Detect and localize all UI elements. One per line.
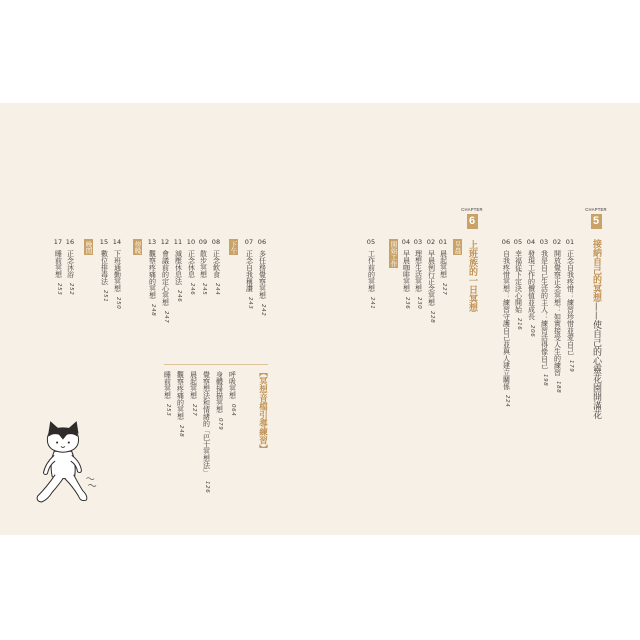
page-number: 245 [200,283,207,296]
entry-title: 多任務覺察冥想 [258,250,267,299]
entry-number: 06 [501,238,511,246]
entry-number: 05 [513,238,523,246]
entry-number: 06 [257,238,267,246]
page-number: 206 [528,325,535,338]
entry-number: 04 [526,238,536,246]
entry-title: 睡前冥想 [163,371,172,399]
page-number: 227 [440,283,447,296]
section-label: 傍晚 [133,240,142,254]
entry-title: 早晨咖啡冥想 [402,250,411,292]
page-number: 248 [149,304,156,317]
page-number: 126 [203,481,210,494]
entry-number: 15 [99,238,109,246]
page-number: 224 [503,395,510,408]
entry-title: 減壓休息法 [174,250,183,285]
toc-entry [512,238,524,330]
entry-title: 晨起冥想 [439,250,448,278]
entry-title: 正念飲食 [212,250,221,278]
entry-title: 觀察疼痛的冥想 [148,250,157,299]
entry-number: 02 [552,238,562,246]
entry-number: 14 [112,238,122,246]
toc-entry [538,238,550,386]
entry-title: 呼吸冥想 [228,371,237,399]
entry-title: 晨起冥想 [189,371,198,399]
chapter-title-rest: 使自己的心靈花園開滿花 [591,320,601,419]
entry-number: 04 [401,238,411,246]
toc-entry [52,238,64,295]
entry-number: 01 [438,238,448,246]
page-number: 252 [67,283,74,296]
toc-entry [564,238,576,372]
entry-number: 07 [244,238,254,246]
chapter-number: 6 [467,214,478,229]
chapter-6-title: 上班族的一日冥想 [467,240,477,312]
entry-title: 理想生活冥想 [414,250,423,292]
toc-entry [185,238,197,295]
toc-entry [159,238,171,323]
page-number: 079 [216,418,223,431]
chapter-label: CHAPTER [585,207,607,212]
page-number: 246 [188,283,195,296]
entry-number: 08 [211,238,221,246]
page-number: 241 [368,297,375,310]
toc-entry [111,238,123,309]
entry-title: 發現工作的價值並成長 [527,250,536,320]
entry-number: 10 [186,238,196,246]
entry-number: 09 [198,238,208,246]
entry-number: 12 [160,238,170,246]
entry-title: 覺察想法和情緒的「巴士冥想法」 [202,371,211,476]
toc-entry [425,238,437,323]
entry-number: 01 [565,238,575,246]
entry-title: 自我疼惜冥想：練習守護自己並與人建立關係 [502,250,511,390]
audio-guide-entry [213,371,225,430]
audio-guide-entry [161,371,173,416]
section-label: 下午 [229,240,238,254]
entry-title: 下班通勤冥想 [113,250,122,292]
entry-number: 17 [53,238,63,246]
toc-entry [437,238,449,295]
section-label: 晚間 [84,240,93,254]
toc-entry [197,238,209,295]
audio-guide-entry [187,371,199,416]
audio-guide-entry [200,371,212,493]
page-number: 248 [177,425,184,438]
entry-number: 03 [413,238,423,246]
page-number: 064 [229,404,236,417]
entry-title: 觀察疼痛的冥想 [176,371,185,420]
toc-entry [98,238,110,302]
audio-guide-entry [174,371,186,437]
title-dash: —— [591,302,601,320]
entry-number: 13 [147,238,157,246]
entry-title: 工作前的冥想 [367,250,376,292]
page-number: 247 [162,311,169,324]
cat-icon [22,418,100,508]
toc-entry [400,238,412,309]
chapter-title-highlight: 接納自己的冥想 [591,239,601,302]
toc-entry [412,238,424,309]
entry-number: 02 [426,238,436,246]
page-number: 253 [55,283,62,296]
entry-title: 身體掃描冥想 [215,371,224,413]
audio-guide-entry [226,371,238,416]
toc-entry [172,238,184,302]
page-number: 216 [515,318,522,331]
page-number: 244 [213,283,220,296]
page-number: 253 [164,404,171,417]
toc-entry [551,238,563,393]
page-number: 179 [567,360,574,373]
entry-title: 正念沐浴 [66,250,75,278]
chapter-number: 5 [591,214,602,229]
entry-title: 正念休息 [187,250,196,278]
entry-title: 數位排毒法 [100,250,109,285]
page-number: 228 [428,311,435,324]
entry-title: 我是自己生活的主人：練習活得像自己 [540,250,549,369]
page-number: 251 [101,290,108,303]
page-number: 243 [246,297,253,310]
toc-entry [500,238,512,407]
entry-title: 會議前的定心冥想 [161,250,170,306]
page-number: 227 [190,404,197,417]
toc-entry [525,238,537,337]
audio-guide-title: 【冥想音檔引導練習】 [257,368,268,453]
entry-number: 16 [65,238,75,246]
entry-title: 早晨例行正念冥想 [427,250,436,306]
entry-title: 幸福從下定決心開始 [514,250,523,313]
page-number: 230 [415,297,422,310]
page-number: 236 [403,297,410,310]
toc-entry [365,238,377,309]
chapter-label: CHAPTER [461,207,483,212]
entry-number: 11 [173,238,183,246]
section-label: 早晨 [453,240,462,254]
toc-entry [146,238,158,316]
page-number: 242 [259,304,266,317]
page-number: 250 [114,297,121,310]
entry-title: 散步冥想 [199,250,208,278]
entry-title: 正念自我稱讚 [245,250,254,292]
entry-title: 開放覺察正念冥想：如實接受人生的練習 [553,250,562,376]
toc-entry [256,238,268,316]
page-number: 198 [541,374,548,387]
toc-entry [243,238,255,309]
page-number: 246 [175,290,182,303]
toc-entry [210,238,222,295]
section-label: 開始工作 [389,240,398,267]
entry-title: 正念自我疼惜：練習珍惜並愛自己 [566,250,575,355]
page-number: 188 [554,381,561,394]
entry-title: 睡前冥想 [54,250,63,278]
toc-entry [64,238,76,295]
entry-number: 03 [539,238,549,246]
entry-number: 05 [366,238,376,246]
